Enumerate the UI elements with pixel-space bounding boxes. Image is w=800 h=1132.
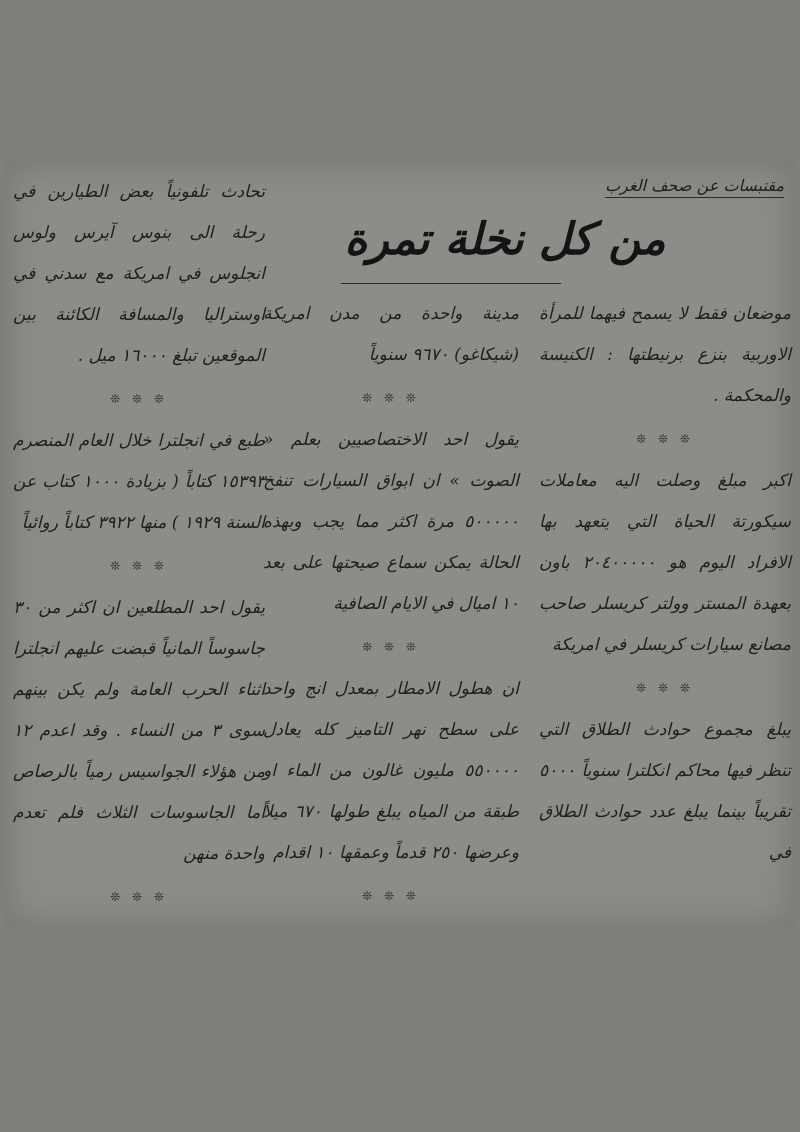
separator-stars: ❊ ❊ ❊ [110,890,168,904]
separator-stars: ❊ ❊ ❊ [636,432,694,446]
article-paragraph: يقول احد المطلعين ان اكثر من ٣٠ جاسوساً المانياً قبضت عليهم انجلترا اثناء الحرب العامة ولم يكن بينهم سوى ٣ من النساء . وقد اعدم ١٢ من هؤلاء الجواسيس رمياً بالرصاص اما الجاسوسات الثلاث فلم تعدم واحدة منهن [13,598,265,864]
separator-stars: ❊ ❊ ❊ [362,391,420,405]
column-middle [263,294,519,918]
separator-stars: ❊ ❊ ❊ [110,392,168,406]
article-paragraph: طبع في انجلترا خلال العام المنصرم ١٥٣٩٣ كتاباً ( بزيادة ١٠٠٠ كتاب عن السنة ١٩٢٩ ) منها ٣٩٢٢ كتاباً روائياً [13,431,265,533]
article-paragraph: تحادث تلفونياً بعض الطيارين في رحلة الى بنوس آيرس ولوس انجلوس في امريكة مع سدني في اوستراليا والمسافة الكائنة بين الموقعين تبلغ ١٦٠٠٠ ميل . [13,182,265,366]
column-left [13,172,265,919]
article-paragraph: اكبر مبلغ وصلت اليه معاملات سيكورتة الحياة التي يتعهد بها الافراد اليوم هو ٢٠٤٠٠٠٠٠ باون بعهدة المستر وولتر كريسلر صاحب مصانع سيارات كريسلر في امريكة [539,471,791,655]
headline-rule [341,283,561,284]
separator-stars: ❊ ❊ ❊ [636,681,694,695]
headline: من كل نخلة تمرة [344,214,666,265]
section-label: مقتبسات عن صحف الغرب [605,176,784,198]
separator-stars: ❊ ❊ ❊ [362,640,420,654]
article-paragraph: ان هطول الامطار بمعدل انج واحد على سطح نهر التاميز كله يعادل ٥٥٠٠٠٠ مليون غالون من الماء او طبقة من المياه يبلغ طولها ٦٧٠ ميلاً وعرضها ٢٥٠ قدماً وعمقها ١٠ اقدام [263,679,519,863]
newspaper-clipping [5,162,794,926]
separator-stars: ❊ ❊ ❊ [362,889,420,903]
article-paragraph: يبلغ مجموع حوادث الطلاق التي تنظر فيها محاكم انكلترا سنوياً ٥٠٠٠ تقريباً بينما يبلغ عدد حوادث الطلاق في [539,720,791,863]
article-paragraph: موضعان فقط لا يسمح فيهما للمرأة الاوربية بنزع برنيطتها : الكنيسة والمحكمة . [539,304,791,406]
article-paragraph: مدينة واحدة من مدن امريكة (شيكاغو) ٩٦٧٠ سنوياً [263,304,519,365]
separator-stars: ❊ ❊ ❊ [110,559,168,573]
article-paragraph: يقول احد الاختصاصيين بعلم « الصوت » ان ابواق السيارات تنفخ ٥٠٠٠٠٠ مرة اكثر مما يجب وبهذه الحالة يمكن سماع صيحتها على بعد ١٠ اميال في الايام الصافية [263,430,519,614]
column-right [539,294,791,874]
